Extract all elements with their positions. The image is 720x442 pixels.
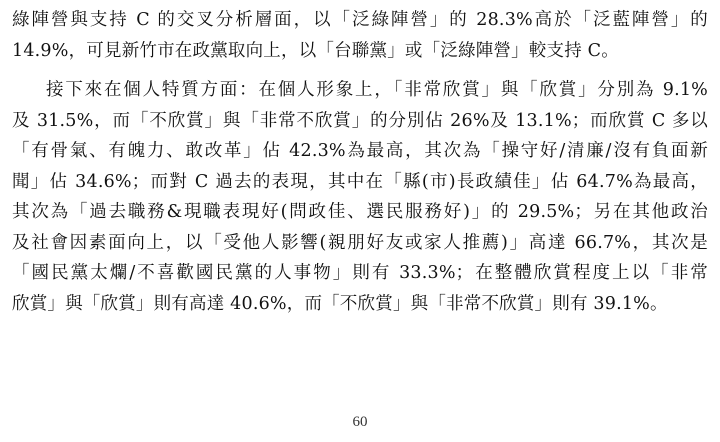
- paragraph-2-line-1: 接下來在個人特質方面：在個人形象上，「非常欣賞」與「欣賞」分別為 9.1%: [46, 80, 708, 100]
- page-number: 60: [352, 414, 368, 430]
- paragraph-2-line-8: 欣賞」與「欣賞」則有高達 40.6%，而「不欣賞」與「非常不欣賞」則有 39.1%。: [12, 293, 668, 314]
- document-page: [12, 5, 708, 319]
- paragraph-2-line-3: 「有骨氣、有魄力、敢改革」佔 42.3%為最高，其次為「操守好/清廉/沒有負面新: [12, 141, 708, 161]
- paragraph-2-line-2: 及 31.5%，而「不欣賞」與「非常不欣賞」的分別佔 26%及 13.1%；而欣賞 C 多以: [12, 110, 708, 131]
- paragraph-2-line-6: 及社會因素面向上，以「受他人影響(親朋好友或家人推薦)」高達 66.7%，其次是: [12, 232, 708, 253]
- paragraph-gap: [12, 66, 708, 75]
- paragraph-2: [12, 75, 708, 319]
- paragraph-2-line-4: 聞」佔 34.6%；而對 C 過去的表現，其中在「縣(市)長政績佳」佔 64.7%為最高，: [12, 171, 708, 192]
- paragraph-1-line-1: 綠陣營與支持 C 的交叉分析層面，以「泛綠陣營」的 28.3%高於「泛藍陣營」的: [12, 10, 708, 30]
- paragraph-1-line-2: 14.9%，可見新竹市在政黨取向上，以「台聯黨」或「泛綠陣營」較支持 C。: [12, 40, 619, 61]
- paragraph-1: [12, 5, 708, 66]
- paragraph-2-line-5: 其次為「過去職務&現職表現好(問政佳、選民服務好)」的 29.5%；另在其他政治: [12, 202, 708, 222]
- paragraph-2-line-7: 「國民黨太爛/不喜歡國民黨的人事物」則有 33.3%；在整體欣賞程度上以「非常: [12, 263, 708, 283]
